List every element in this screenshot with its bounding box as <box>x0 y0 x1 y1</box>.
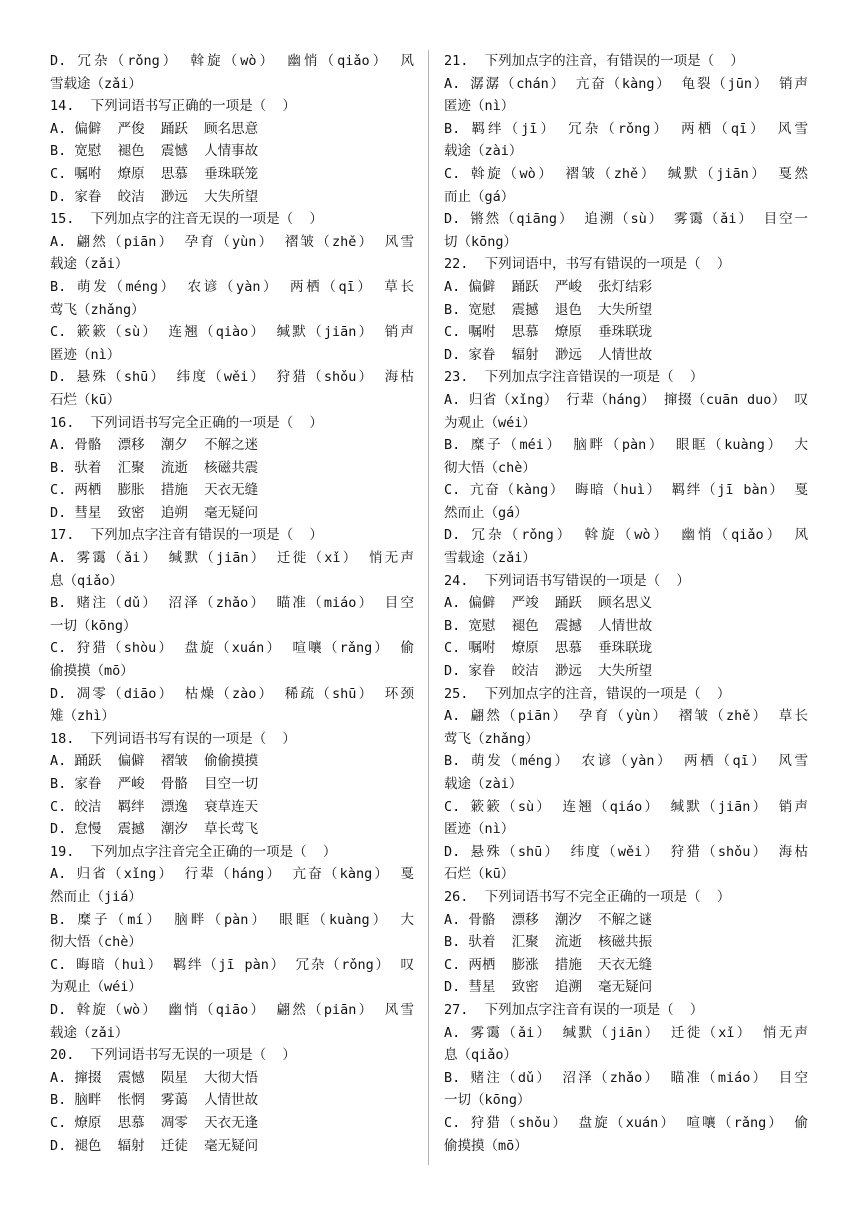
text-line: 载途（zǎi） <box>50 256 129 273</box>
question-stem: 18. 下列词语书写有误的一项是（ ） <box>50 730 296 747</box>
answer-option: B. 糜子（mí） 脑畔（pàn） 眼眶（kuàng） 大 <box>50 911 414 928</box>
answer-option: A. 偏僻 严竣 踊跃 顾名思义 <box>444 595 653 612</box>
question-stem: 26. 下列词语书写不完全正确的一项是（ ） <box>444 888 731 905</box>
text-line: 彻大悟（chè） <box>50 934 142 951</box>
answer-option: B. 宽慰 震撼 退色 大失所望 <box>444 301 653 318</box>
answer-option: B. 宽慰 褪色 震撼 人情世故 <box>444 617 653 634</box>
question-stem: 22. 下列词语中，书写有错误的一项是（ ） <box>444 256 731 273</box>
question-stem: 16. 下列词语书写完全正确的一项是（ ） <box>50 414 323 431</box>
answer-option: D. 冗杂（rǒng） 斡旋（wò） 幽悄（qiǎo） 风 <box>444 527 808 544</box>
answer-option: C. 皎洁 羁绊 漂逸 衰草连天 <box>50 798 259 815</box>
answer-option: C. 簌簌（sù） 连翘（qiáo） 缄默（jiān） 销声 <box>444 798 808 815</box>
answer-option: D. 锵然（qiāng） 追溯（sù） 雾霭（ǎi） 目空一 <box>444 211 808 228</box>
left-column <box>50 50 414 1157</box>
answer-option: A. 骨骼 漂移 潮汐 不解之谜 <box>444 911 653 928</box>
answer-option: A. 归省（xǐng） 行辈（háng） 撺掇（cuān duo） 叹 <box>444 391 808 408</box>
text-line: 雪载途（zǎi） <box>50 75 142 92</box>
answer-option: D. 家眷 辐射 渺远 人情世故 <box>444 346 653 363</box>
answer-option: B. 赌注（dǔ） 沼泽（zhǎo） 瞄准（miáo） 目空 <box>50 595 414 612</box>
answer-option: C. 嘱咐 思慕 燎原 垂珠联珑 <box>444 324 653 341</box>
text-line: 偷摸摸（mō） <box>50 663 134 680</box>
text-line: 雉（zhì） <box>50 708 115 725</box>
answer-option: D. 凋零（diāo） 枯燥（zào） 稀疏（shū） 环颈 <box>50 685 414 702</box>
text-line: 然而止（gá） <box>444 504 528 521</box>
text-line: 而止（gá） <box>444 188 515 205</box>
answer-option: D. 褪色 辐射 迁徒 毫无疑问 <box>50 1137 259 1154</box>
question-stem: 19. 下列加点字注音完全正确的一项是（ ） <box>50 843 337 860</box>
answer-option: C. 簌簌（sù） 连翘（qiào） 缄默（jiān） 销声 <box>50 324 414 341</box>
text-line: 息（qiǎo） <box>50 572 124 589</box>
text-line: 偷摸摸（mō） <box>444 1137 528 1154</box>
question-stem: 25. 下列加点字的注音，错误的一项是（ ） <box>444 685 731 702</box>
question-stem: 14. 下列词语书写正确的一项是（ ） <box>50 98 296 115</box>
answer-option: A. 偏僻 踊跃 严峻 张灯结彩 <box>444 278 653 295</box>
question-stem: 20. 下列词语书写无误的一项是（ ） <box>50 1047 296 1064</box>
text-line: 一切（kōng） <box>50 617 137 634</box>
text-line: 匿迹（nì） <box>444 98 515 115</box>
text-line: 载途（zài） <box>444 143 523 160</box>
column-divider <box>428 50 429 1165</box>
answer-option: D. 家眷 皎洁 渺远 大失所望 <box>50 188 259 205</box>
text-line: 莺飞（zhǎng） <box>50 301 145 318</box>
answer-option: A. 翩然（piān） 孕育（yùn） 褶皱（zhě） 草长 <box>444 708 808 725</box>
answer-option: D. 斡旋（wò） 幽悄（qiāo） 翩然（piān） 风雪 <box>50 1001 414 1018</box>
text-line: 载途（zǎi） <box>50 1024 129 1041</box>
answer-option: C. 晦暗（huì） 羁绊（jī pàn） 冗杂（rǒng） 叹 <box>50 956 414 973</box>
answer-option: C. 亢奋（kàng） 晦暗（huì） 羁绊（jī bàn） 戛 <box>444 482 808 499</box>
text-line: 莺飞（zhǎng） <box>444 730 539 747</box>
answer-option: C. 两栖 膨胀 措施 天衣无缝 <box>50 482 259 499</box>
question-stem: 21. 下列加点字的注音，有错误的一项是（ ） <box>444 53 744 69</box>
answer-option: B. 脑畔 怅惘 雾蔼 人情世故 <box>50 1092 259 1109</box>
text-line: 一切（kōng） <box>444 1092 531 1109</box>
question-stem: 27. 下列加点字注音有误的一项是（ ） <box>444 1001 704 1018</box>
text-line: 石烂（kū） <box>50 391 121 408</box>
answer-option: A. 潺潺（chán） 亢奋（kàng） 龟裂（jūn） 销声 <box>444 75 808 92</box>
answer-option: D. 悬殊（shū） 纬度（wěi） 狩猎（shǒu） 海枯 <box>444 843 808 860</box>
answer-option: A. 翩然（piān） 孕育（yùn） 褶皱（zhě） 风雪 <box>50 233 414 250</box>
answer-option: B. 萌发（méng） 农谚（yàn） 两栖（qī） 风雪 <box>444 753 808 770</box>
question-stem: 24. 下列词语书写错误的一项是（ ） <box>444 572 690 589</box>
question-stem: 15. 下列加点字的注音无误的一项是（ ） <box>50 211 323 228</box>
question-stem: 23. 下列加点字注音错误的一项是（ ） <box>444 369 704 386</box>
answer-option: D. 彗星 致密 追溯 毫无疑问 <box>444 979 653 996</box>
answer-option: B. 驮着 汇聚 流逝 核磁共震 <box>50 459 259 476</box>
answer-option: B. 家眷 严峻 骨骼 目空一切 <box>50 776 259 792</box>
answer-option: B. 宽慰 褪色 震憾 人情事故 <box>50 143 259 160</box>
question-stem: 17. 下列加点字注音有错误的一项是（ ） <box>50 527 323 544</box>
answer-option: C. 嘱咐 燎原 思慕 垂珠联笼 <box>50 165 259 182</box>
answer-option: B. 萌发（méng） 农谚（yàn） 两栖（qī） 草长 <box>50 278 414 295</box>
text-line: 石烂（kū） <box>444 866 515 883</box>
right-column <box>444 50 808 1157</box>
answer-option: C. 狩猎（shòu） 盘旋（xuán） 喧嚷（rǎng） 偷 <box>50 640 414 657</box>
text-line: 匿迹（nì） <box>444 821 515 838</box>
text-line: 雪载途（zǎi） <box>444 550 536 567</box>
answer-option: D. 彗星 致密 追朔 毫无疑问 <box>50 504 259 521</box>
answer-option: C. 嘱咐 燎原 思慕 垂珠联珑 <box>444 640 653 657</box>
answer-option: B. 糜子（méi） 脑畔（pàn） 眼眶（kuàng） 大 <box>444 437 808 454</box>
answer-option: C. 燎原 思慕 凋零 天衣无逢 <box>50 1114 259 1131</box>
answer-option: A. 归省（xǐng） 行辈（háng） 亢奋（kàng） 戛 <box>50 866 414 883</box>
answer-option: A. 雾霭（ǎi） 缄默（jiān） 迁徙（xǐ） 悄无声 <box>444 1024 808 1041</box>
text-line: 彻大悟（chè） <box>444 459 536 476</box>
text-line: 匿迹（nì） <box>50 346 121 363</box>
answer-option: A. 偏僻 严俊 踊跃 顾名思意 <box>50 120 259 137</box>
answer-option: B. 赌注（dǔ） 沼泽（zhǎo） 瞄准（miáo） 目空 <box>444 1069 808 1086</box>
text-line: 载途（zài） <box>444 776 523 792</box>
answer-option: A. 撺掇 震憾 陨星 大彻大悟 <box>50 1069 259 1086</box>
text-line: 息（qiǎo） <box>444 1047 518 1064</box>
answer-option: C. 两栖 膨涨 措施 天衣无缝 <box>444 956 653 973</box>
answer-option: A. 骨骼 漂移 潮夕 不解之迷 <box>50 437 259 454</box>
answer-option: B. 羁绊（jī） 冗杂（rǒng） 两栖（qī） 风雪 <box>444 120 808 137</box>
text-line: 为观止（wéi） <box>444 414 536 431</box>
text-line: 切（kōng） <box>444 233 518 250</box>
answer-option: A. 踊跃 偏僻 褶皱 偷偷摸摸 <box>50 753 259 770</box>
text-line: 然而止（jiá） <box>50 888 142 905</box>
answer-option: B. 驮着 汇聚 流逝 核磁共振 <box>444 934 653 951</box>
answer-option: A. 雾霭（ǎi） 缄默（jiān） 迁徙（xǐ） 悄无声 <box>50 550 414 567</box>
answer-option: D. 悬殊（shū） 纬度（wěi） 狩猎（shǒu） 海枯 <box>50 369 414 386</box>
answer-option: C. 狩猎（shǒu） 盘旋（xuán） 喧嚷（rǎng） 偷 <box>444 1114 808 1131</box>
text-line: 为观止（wéi） <box>50 979 142 996</box>
answer-option: C. 斡旋（wò） 褶皱（zhě） 缄默（jiān） 戛然 <box>444 165 808 182</box>
answer-option: D. 家眷 皎洁 渺远 大失所望 <box>444 663 653 680</box>
answer-option: D. 怠慢 震撼 潮汐 草长莺飞 <box>50 821 259 838</box>
answer-option: D. 冗杂（rǒng） 斡旋（wò） 幽悄（qiǎo） 风 <box>50 53 414 69</box>
